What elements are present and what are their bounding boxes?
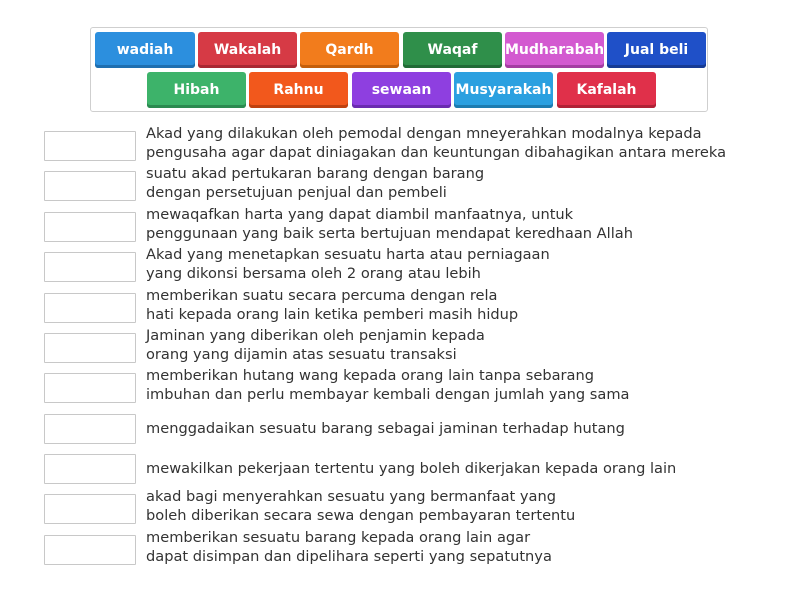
description-line: mewakilkan pekerjaan tertentu yang boleh dikerjakan kepada orang lain	[146, 460, 677, 477]
description-line: yang dikonsi bersama oleh 2 orang atau lebih	[146, 265, 481, 282]
drop-target-box[interactable]	[44, 535, 136, 565]
description-line: menggadaikan sesuatu barang sebagai jaminan terhadap hutang	[146, 420, 625, 437]
answer-tile-rahnu[interactable]: Rahnu	[249, 72, 348, 108]
description-text	[146, 528, 552, 566]
description-text	[146, 366, 630, 404]
drop-target-box[interactable]	[44, 131, 136, 161]
drop-target-box[interactable]	[44, 494, 136, 524]
description-line: pengusaha agar dapat diniagakan dan keuntungan dibahagikan antara mereka	[146, 144, 727, 161]
description-text	[146, 205, 633, 243]
answer-tile-qardh[interactable]: Qardh	[300, 32, 399, 68]
description-line: suatu akad pertukaran barang dengan barang	[146, 165, 485, 182]
drop-target-box[interactable]	[44, 373, 136, 403]
description-line: imbuhan dan perlu membayar kembali dengan jumlah yang sama	[146, 386, 630, 403]
description-text	[146, 245, 550, 283]
description-text	[146, 419, 625, 438]
drop-target-box[interactable]	[44, 333, 136, 363]
description-line: Jaminan yang diberikan oleh penjamin kepada	[146, 327, 485, 344]
description-line: orang yang dijamin atas sesuatu transaksi	[146, 346, 457, 363]
description-text	[146, 286, 518, 324]
answer-tile-musyarakah[interactable]: Musyarakah	[454, 72, 553, 108]
answer-tile-sewaan[interactable]: sewaan	[352, 72, 451, 108]
description-text	[146, 326, 485, 364]
description-line: memberikan sesuatu barang kepada orang lain agar	[146, 529, 531, 546]
description-line: dengan persetujuan penjual dan pembeli	[146, 184, 447, 201]
description-line: hati kepada orang lain ketika pemberi masih hidup	[146, 306, 519, 323]
answer-tile-waqaf[interactable]: Waqaf	[403, 32, 502, 68]
answer-tile-mudharabah[interactable]: Mudharabah	[505, 32, 604, 68]
description-line: dapat disimpan dan dipelihara seperti yang sepatutnya	[146, 548, 552, 565]
description-line: penggunaan yang baik serta bertujuan mendapat keredhaan Allah	[146, 225, 633, 242]
answer-tile-kafalah[interactable]: Kafalah	[557, 72, 656, 108]
answer-tile-wadiah[interactable]: wadiah	[95, 32, 195, 68]
drop-target-box[interactable]	[44, 454, 136, 484]
description-line: memberikan hutang wang kepada orang lain tanpa sebarang	[146, 367, 595, 384]
description-line: Akad yang menetapkan sesuatu harta atau perniagaan	[146, 246, 550, 263]
description-text	[146, 124, 726, 162]
description-text	[146, 487, 575, 525]
drop-target-box[interactable]	[44, 171, 136, 201]
description-text	[146, 164, 484, 202]
description-line: boleh diberikan secara sewa dengan pembayaran tertentu	[146, 507, 576, 524]
description-line: Akad yang dilakukan oleh pemodal dengan mneyerahkan modalnya kepada	[146, 125, 702, 142]
answer-tile-wakalah[interactable]: Wakalah	[198, 32, 297, 68]
answer-tile-jual-beli[interactable]: Jual beli	[607, 32, 706, 68]
description-line: akad bagi menyerahkan sesuatu yang bermanfaat yang	[146, 488, 557, 505]
answer-tile-hibah[interactable]: Hibah	[147, 72, 246, 108]
tile-bank	[90, 27, 708, 112]
description-line: memberikan suatu secara percuma dengan rela	[146, 287, 498, 304]
drop-target-box[interactable]	[44, 212, 136, 242]
description-line: mewaqafkan harta yang dapat diambil manfaatnya, untuk	[146, 206, 574, 223]
description-text	[146, 459, 676, 478]
drop-target-box[interactable]	[44, 414, 136, 444]
drop-target-box[interactable]	[44, 293, 136, 323]
drop-target-box[interactable]	[44, 252, 136, 282]
